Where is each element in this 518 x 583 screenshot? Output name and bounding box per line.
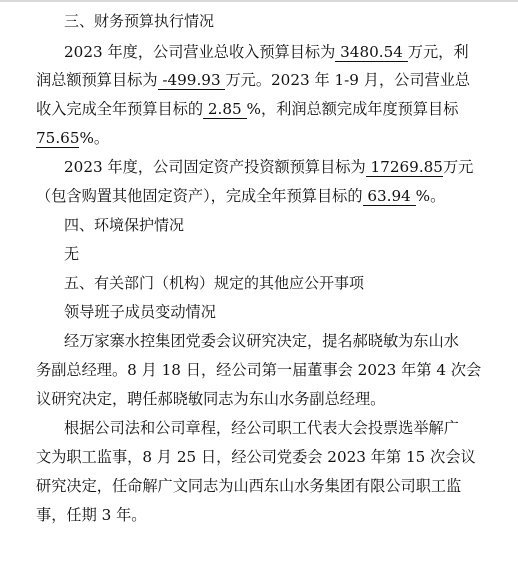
text-run: %，利润总额完成年度预算目标: [246, 100, 459, 118]
text-run: 万元，利: [407, 43, 469, 61]
section-3-p1-line-1: [64, 42, 469, 64]
section-3-p1-line-2: [36, 70, 470, 92]
section-3-heading: 三、财务预算执行情况: [64, 12, 215, 30]
text-run: （包含购置其他固定资产），完成全年预算目标的: [36, 187, 363, 205]
revenue-completion-value: [203, 100, 246, 119]
section-5-heading: 五、有关部门（机构）规定的其他应公开事项: [64, 274, 365, 292]
section-3-p2-line-2: [36, 186, 445, 208]
value-text: 17269.85: [370, 158, 443, 176]
section-5-p1-line-3: 议研究决定，聘任郝晓敏同志为东山水务副总经理。: [36, 390, 386, 408]
section-4-heading: 四、环境保护情况: [64, 216, 185, 234]
revenue-target-value: [335, 43, 407, 62]
section-3-p1-line-3: [36, 99, 458, 121]
section-5-p2-line-1: 根据公司法和公司章程，经公司职工代表大会投票选举解广: [64, 419, 459, 437]
profit-target-value: [158, 71, 226, 90]
text-run: 万元。2023 年 1-9 月，公司营业总: [225, 71, 471, 89]
investment-completion-value: [363, 187, 416, 206]
section-5-p2-line-4: 事，任期 3 年。: [36, 506, 147, 524]
section-5-p2-line-3: 研究决定，任命解广文同志为山西东山水务集团有限公司职工监: [36, 477, 462, 495]
text-run: 万元: [442, 158, 474, 176]
value-text: 63.94: [367, 187, 411, 205]
section-3-p1-line-4: [36, 128, 109, 150]
section-5-subheading: 领导班子成员变动情况: [64, 303, 216, 321]
section-3-p2-line-1: [64, 157, 473, 179]
profit-completion-value: [36, 129, 79, 148]
section-5-p1-line-2: 务副总经理。8 月 18 日，经公司第一届董事会 2023 年第 4 次会: [36, 361, 482, 379]
section-5-p1-line-1: 经万家寨水控集团党委会议研究决定，提名郝晓敏为东山水: [64, 332, 459, 350]
section-5-p2-line-2: 文为职工监事，8 月 25 日，经公司党委会 2023 年第 15 次会议: [36, 448, 476, 466]
value-text: 75.65: [36, 129, 80, 147]
value-text: 2.85: [207, 100, 242, 118]
text-run: 2023 年度，公司固定资产投资额预算目标为: [64, 158, 366, 176]
text-run: %。: [79, 129, 110, 147]
value-text: 3480.54: [340, 43, 403, 61]
text-run: 收入完成全年预算目标的: [36, 100, 204, 118]
section-4-body: 无: [64, 245, 80, 263]
text-run: %。: [415, 187, 446, 205]
value-text: -499.93: [162, 71, 221, 89]
text-run: 润总额预算目标为: [36, 71, 158, 89]
text-run: 2023 年度，公司营业总收入预算目标为: [64, 43, 336, 61]
investment-target-value: [366, 158, 443, 177]
